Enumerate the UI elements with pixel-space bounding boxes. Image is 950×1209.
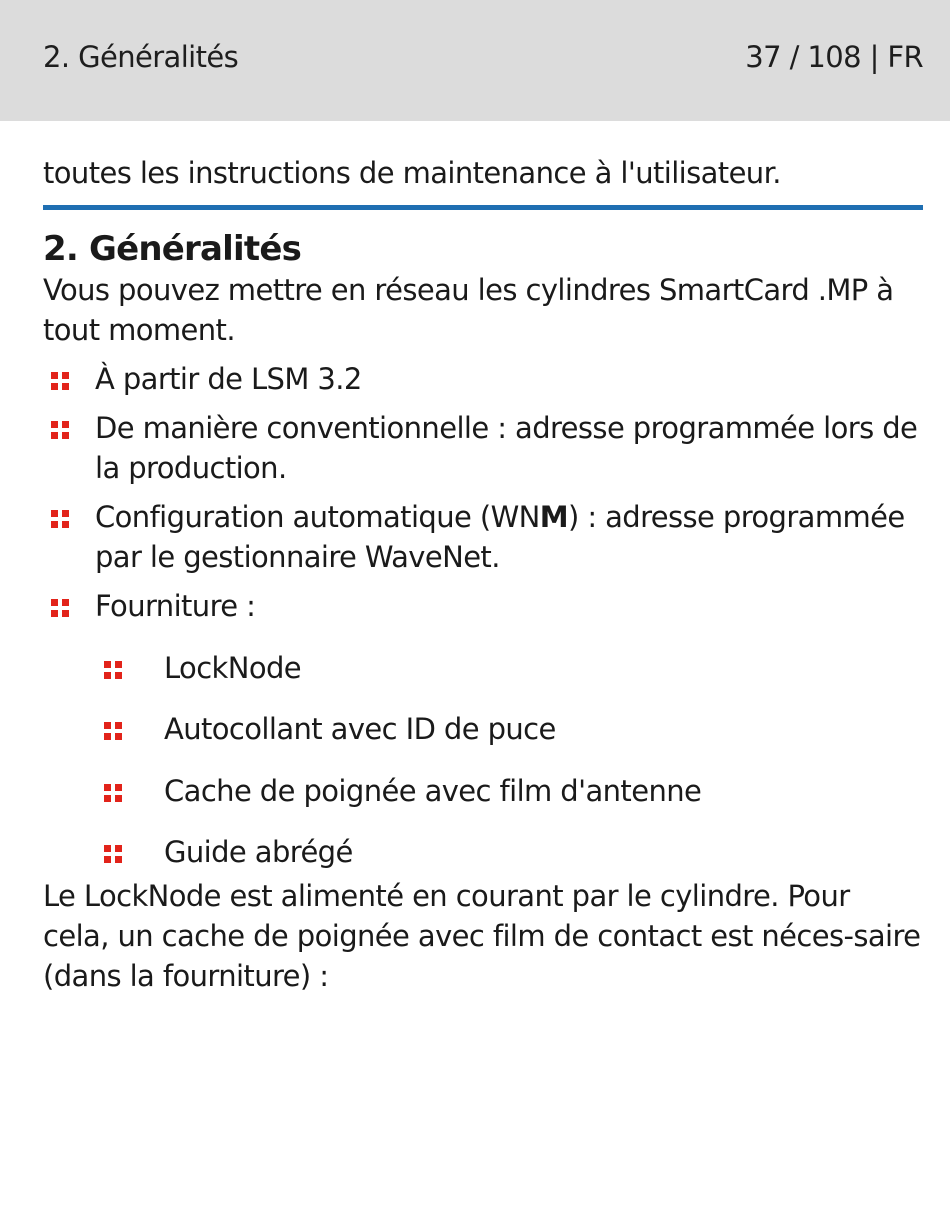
intro-line: toutes les instructions de maintenance à l'utilisateur. [43,156,781,190]
header-page-info: 37 / 108 | FR [745,40,923,74]
header-section-title: 2. Généralités [43,40,239,74]
list-item-label-bold: M [539,500,568,534]
supply-item-label: LockNode [164,650,302,685]
list-item [43,586,923,626]
list-item-label: À partir de LSM 3.2 [95,362,362,396]
supply-item [43,771,923,811]
supply-item-label: Autocollant avec ID de puce [164,712,556,746]
closing-paragraph: Le LockNode est alimenté en courant par le cylindre. Pour cela, un cache de poignée avec film de contact est néces-saire (dans la fourniture) : [43,879,921,993]
section-title: 2. Généralités [43,229,302,269]
lead-paragraph: Vous pouvez mettre en réseau les cylindres SmartCard .MP à tout moment. [43,273,894,347]
square-bullet-icon [102,782,124,804]
supply-list [43,648,923,873]
square-bullet-icon [49,370,71,392]
square-bullet-icon [49,419,71,441]
page-header [0,0,950,121]
bullet-list [43,359,923,626]
list-item-label: Fourniture : [95,589,256,623]
list-item [43,408,923,488]
list-item-label-suffix: ) : adresse programmée par le gestionnaire WaveNet. [95,500,905,574]
square-bullet-icon [102,843,124,865]
square-bullet-icon [102,720,124,742]
supply-item-label: Cache de poignée avec film d'antenne [164,773,702,808]
section-divider [43,205,923,210]
square-bullet-icon [49,597,71,619]
supply-item [43,648,923,688]
list-item-label-prefix: Configuration automatique (WN [95,500,540,534]
supply-item [43,709,923,749]
supply-item-label: Guide abrégé [164,835,353,869]
square-bullet-icon [49,508,71,530]
supply-item [43,832,923,872]
square-bullet-icon [102,659,124,681]
list-item [43,359,923,399]
page-content [43,153,923,996]
list-item-label: De manière conventionnelle : adresse programmée lors de la production. [95,411,918,485]
list-item [43,497,923,577]
